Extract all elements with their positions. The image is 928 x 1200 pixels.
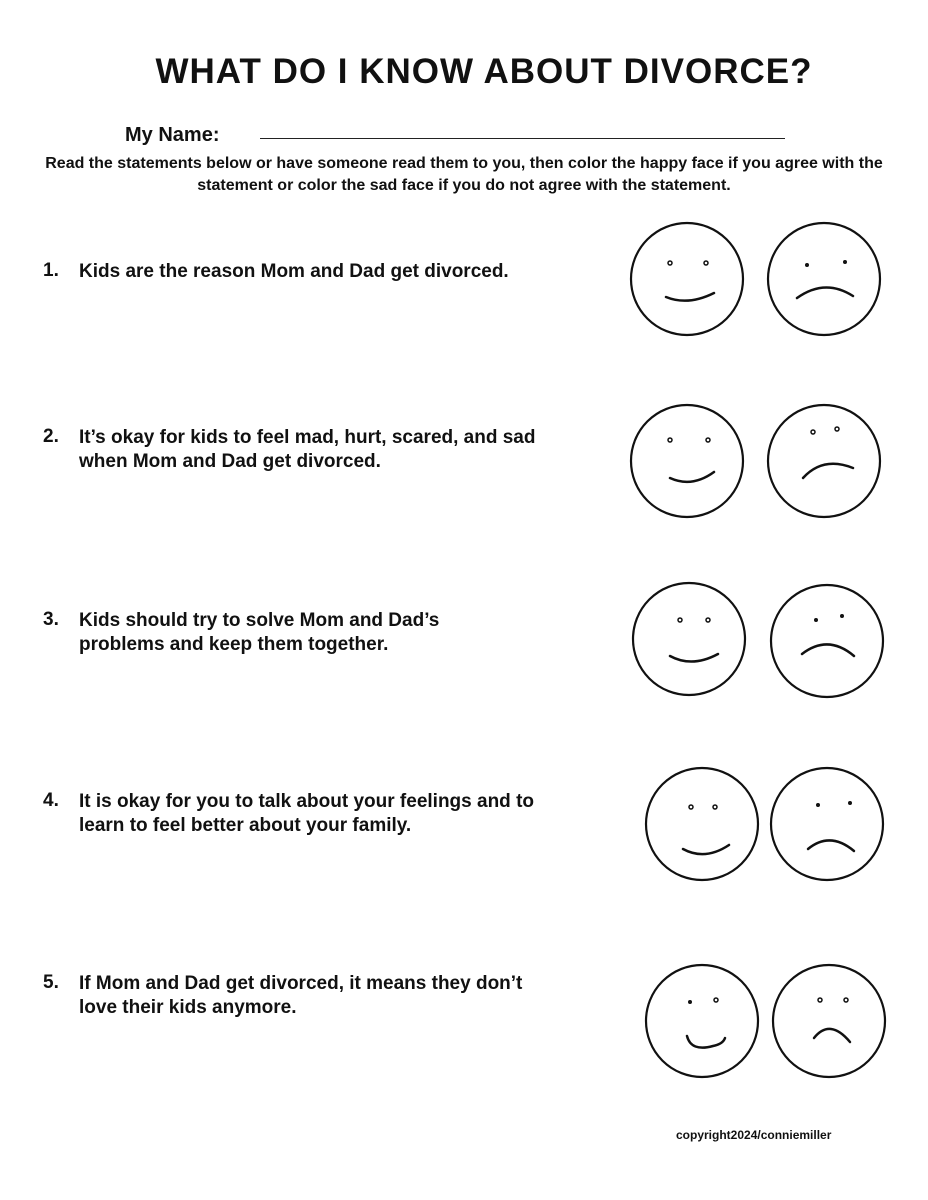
sad-face-icon[interactable] [770, 962, 888, 1080]
sad-face-icon[interactable] [768, 582, 886, 700]
statement-text: Kids are the reason Mom and Dad get divorced. [79, 261, 509, 282]
statement-number: 3. [43, 609, 59, 630]
statement-text: It is okay for you to talk about your feelings and to learn to feel better about your family. [79, 791, 534, 836]
statement-text: Kids should try to solve Mom and Dad’s problems and keep them together. [79, 610, 440, 655]
statement-text: If Mom and Dad get divorced, it means they don’t love their kids anymore. [79, 973, 523, 1018]
statement-number: 1. [43, 260, 59, 281]
sad-face-icon[interactable] [765, 402, 883, 520]
happy-face-icon[interactable] [630, 580, 748, 698]
happy-face-icon[interactable] [628, 220, 746, 338]
sad-face-icon[interactable] [765, 220, 883, 338]
instructions: Read the statements below or have someone read them to you, then color the happy face if you agree with the statement or color the sad face if you do not agree with the statement. [45, 155, 883, 194]
statement-number: 5. [43, 972, 59, 993]
statement-number: 2. [43, 426, 59, 447]
happy-face-icon[interactable] [643, 962, 761, 1080]
name-input-line[interactable] [260, 138, 785, 139]
happy-face-icon[interactable] [628, 402, 746, 520]
statement-text: It’s okay for kids to feel mad, hurt, scared, and sad when Mom and Dad get divorced. [79, 427, 536, 472]
statement-number: 4. [43, 790, 59, 811]
sad-face-icon[interactable] [768, 765, 886, 883]
copyright-notice: copyright2024/conniemiller [676, 1128, 832, 1142]
worksheet-title: WHAT DO I KNOW ABOUT DIVORCE? [155, 52, 813, 91]
name-label: My Name: [125, 124, 220, 146]
name-row [125, 124, 805, 152]
happy-face-icon[interactable] [643, 765, 761, 883]
